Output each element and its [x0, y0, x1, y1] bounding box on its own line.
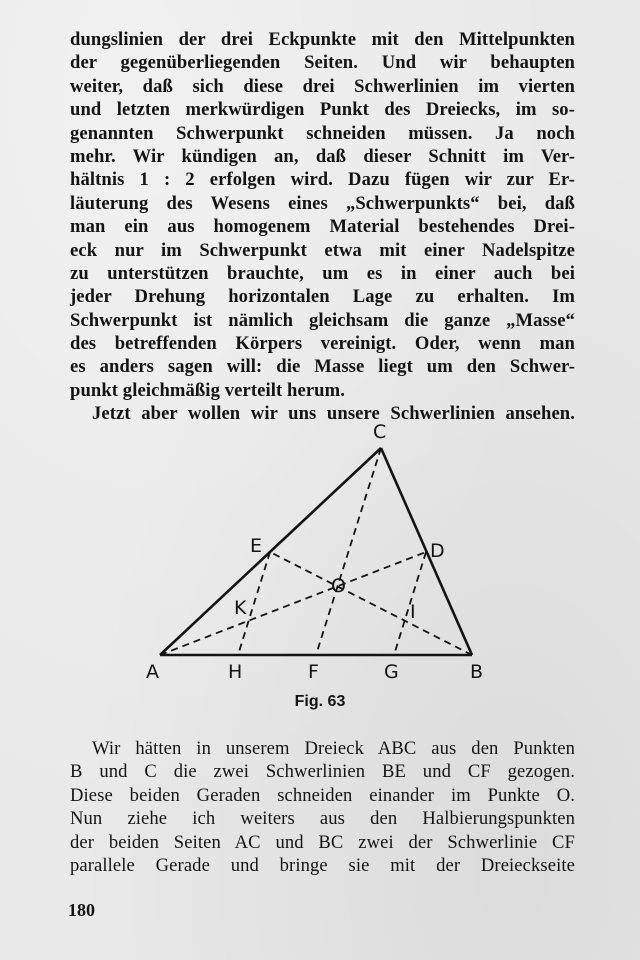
text-line: parallele Gerade und bringe sie mit der Dreieckseite — [70, 854, 575, 876]
text-line: genannten Schwerpunkt schneiden müssen. Ja noch — [70, 122, 575, 144]
text-line: jeder Drehung horizontalen Lage zu erhalten. Im — [70, 286, 575, 308]
text-line: Wir hätten in unserem Dreieck ABC aus den Punkten — [92, 738, 575, 759]
side-bc — [381, 448, 472, 655]
label-b: B — [470, 661, 484, 683]
label-k: K — [234, 597, 247, 619]
text-line: Schwerpunkt ist nämlich gleichsam die ganze „Masse“ — [70, 309, 575, 331]
figure-caption: Fig. 63 — [294, 693, 346, 710]
text-line: Jetzt aber wollen wir uns unsere Schwerlinien ansehen. — [92, 403, 575, 425]
page-number: 180 — [68, 900, 95, 920]
label-e: E — [250, 535, 263, 557]
label-o: O — [331, 575, 346, 597]
text-line: läuterung des Wesens eines „Schwerpunkts“ bei, daß — [70, 192, 575, 214]
text-line: weiter, daß sich diese drei Schwerlinien im vierten — [70, 75, 575, 97]
text-line: es anders sagen will: die Masse liegt um den Schwer- — [70, 356, 575, 378]
triangle-diagram — [130, 412, 510, 687]
text-line: mehr. Wir kündigen an, daß dieser Schnitt im Ver- — [70, 145, 575, 167]
text-line: des betreffenden Körpers vereinigt. Oder, wenn man — [70, 333, 575, 355]
label-g: G — [384, 661, 399, 683]
median-be — [270, 552, 472, 655]
text-line: Nun ziehe ich weiters aus den Halbierungspunkten — [70, 808, 575, 830]
label-i: I — [410, 601, 416, 623]
label-h: H — [228, 661, 243, 683]
text-line: zu unterstützen brauchte, um es in einer auch bei — [70, 262, 575, 284]
text-line: der beiden Seiten AC und BC zwei der Schwerlinie CF — [70, 831, 575, 853]
text-line: B und C die zwei Schwerlinien BE und CF gezogen. — [70, 761, 575, 783]
text-line: punkt gleichmäßig verteilt herum. — [70, 379, 345, 401]
text-line: und letzten merkwürdigen Punkt des Dreiecks, im so- — [70, 99, 575, 121]
label-c: C — [373, 421, 387, 443]
text-line: eck nur im Schwerpunkt etwa mit einer Nadelspitze — [70, 239, 575, 261]
top-paragraph — [70, 28, 575, 426]
bottom-paragraph — [70, 737, 575, 877]
text-line: man ein aus homogenem Material bestehendes Drei- — [70, 216, 575, 238]
text-line: dungslinien der drei Eckpunkte mit den Mittelpunkten — [70, 29, 575, 50]
text-line: hältnis 1 : 2 erfolgen wird. Dazu fügen wir zur Er- — [70, 169, 575, 191]
label-a: A — [146, 661, 159, 683]
label-d: D — [430, 540, 445, 562]
text-line: Diese beiden Geraden schneiden einander im Punkte O. — [70, 784, 575, 806]
label-f: F — [308, 661, 319, 683]
triangle-figure — [130, 412, 510, 687]
median-ad — [160, 552, 426, 655]
text-line: der gegenüberliegenden Seiten. Und wir behaupten — [70, 52, 575, 74]
